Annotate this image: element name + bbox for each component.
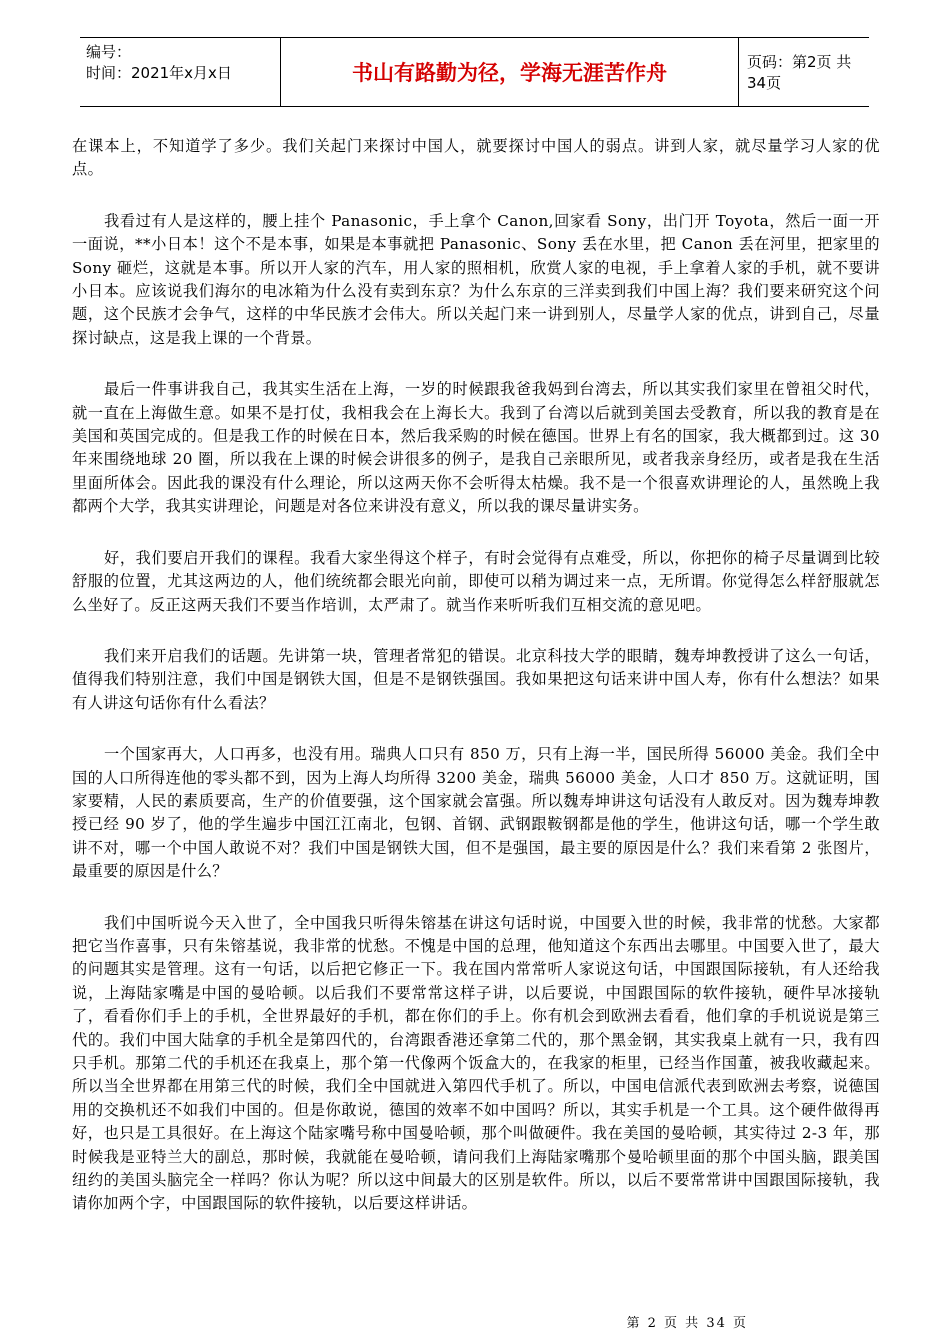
document-body	[72, 135, 880, 1244]
header-motto-cell	[280, 38, 739, 106]
date-label: 时间：2021年x月x日	[86, 64, 232, 82]
page-footer: 第 2 页 共 34 页	[626, 1316, 748, 1331]
header-page-info-cell	[737, 38, 869, 106]
page-header	[80, 37, 869, 107]
number-label: 编号：	[86, 43, 132, 61]
paragraph: 我看过有人是这样的，腰上挂个 Panasonic，手上拿个 Canon,回家看 Sony，出门开 Toyota，然后一面一开一面说，**小日本！这个不是本事，如果是本事就把 Panasonic、Sony 丢在水里，把 Canon 丢在河里，把家里的 Sony 砸烂，这就是本事。所以开人家的汽车，用人家的照相机，欣赏人家的电视，手上拿着人家的手机，就不要讲小日本。应该说我们海尔的电冰箱为什么没有卖到东京？为什么东京的三洋卖到我们中国上海？我们要来研究这个问题，这个民族才会争气，这样的中华民族才会伟大。所以关起门来一讲到别人，尽量学人家的优点，讲到自己，尽量探讨缺点，这是我上课的一个背景。	[72, 211, 880, 347]
paragraph: 我们来开启我们的话题。先讲第一块，管理者常犯的错误。北京科技大学的眼睛，魏寿坤教授讲了这么一句话，值得我们特别注意，我们中国是钢铁大国，但是不是钢铁强国。我如果把这句话来讲中国人寿，你有什么想法？如果有人讲这句话你有什么看法？	[72, 646, 880, 712]
paragraph: 最后一件事讲我自己，我其实生活在上海，一岁的时候跟我爸我妈到台湾去，所以其实我们家里在曾祖父时代，就一直在上海做生意。如果不是打仗，我相我会在上海长大。我到了台湾以后就到美国去受教育，所以我的教育是在美国和英国完成的。但是我工作的时候在日本，然后我采购的时候在德国。世界上有名的国家，我大概都到过。这 30 年来围绕地球 20 圈，所以我在上课的时候会讲很多的例子，是我自己亲眼所见，或者我亲身经历，或者是我在生活里面所体会。因此我的课没有什么理论，所以这两天你不会听得太枯燥。我不是一个很喜欢讲理论的人，虽然晚上我都两个大学，我其实讲理论，问题是对各位来讲没有意义，所以我的课尽量讲实务。	[72, 380, 880, 516]
header-motto: 书山有路勤为径，学海无涯苦作舟	[352, 61, 667, 85]
paragraph: 在课本上，不知道学了多少。我们关起门来探讨中国人，就要探讨中国人的弱点。讲到人家，就尽量学习人家的优点。	[72, 137, 880, 179]
paragraph: 我们中国听说今天入世了，全中国我只听得朱镕基在讲这句话时说，中国要入世的时候，我非常的忧愁。大家都把它当作喜事，只有朱镕基说，我非常的忧愁。不愧是中国的总理，他知道这个东西出去哪里。中国要入世了，最大的问题其实是管理。这有一句话，以后把它修正一下。我在国内常常听人家说这句话，中国跟国际接轨，有人还给我说，上海陆家嘴是中国的曼哈顿。以后我们不要常常这样子讲，以后要说，中国跟国际的软件接轨，硬件早冰接轨了，看看你们手上的手机，全世界最好的手机，都在你们的手上。你有机会到欧洲去看看，他们拿的手机说说是第三代的。我们中国大陆拿的手机全是第四代的，台湾跟香港还拿第二代的，那个黑金钢，其实我桌上就有一只，我有四只手机。那第二代的手机还在我桌上，那个第一代像两个饭盒大的，在我家的柜里，已经当作国董，被我收藏起来。所以当全世界都在用第三代的时候，我们全中国就进入第四代手机了。所以，中国电信派代表到欧洲去考察，说德国用的交换机还不如我们中国的。但是你敢说，德国的效率不如中国吗？所以，其实手机是一个工具。这个硬件做得再好，也只是工具很好。在上海这个陆家嘴号称中国曼哈顿，那个叫做硬件。我在美国的曼哈顿，其实待过 2-3 年，那时候我是亚特兰大的副总，那时候，我就能在曼哈顿，请问我们上海陆家嘴那个曼哈顿里面的那个中国头脑，跟美国纽约的美国头脑完全一样吗？你认为呢？所以这中间最大的区别是软件。所以，以后不要常常讲中国跟国际接轨，我请你加两个字，中国跟国际的软件接轨，以后要这样讲话。	[72, 913, 880, 1213]
paragraph: 好，我们要启开我们的课程。我看大家坐得这个样子，有时会觉得有点难受，所以，你把你的椅子尽量调到比较舒服的位置，尤其这两边的人，他们统统都会眼光向前，即使可以稍为调过来一点，无所谓。你觉得怎么样舒服就怎么坐好了。反正这两天我们不要当作培训，太严肃了。就当作来听听我们互相交流的意见吧。	[72, 548, 880, 614]
paragraph: 一个国家再大，人口再多，也没有用。瑞典人口只有 850 万，只有上海一半，国民所得 56000 美金。我们全中国的人口所得连他的零头都不到，因为上海人均所得 3200 美金，瑞典 56000 美金，人口才 850 万。这就证明，国家要精，人民的素质要高，生产的价值要强，这个国家就会富强。所以魏寿坤讲这句话没有人敢反对。因为魏寿坤教授已经 90 岁了，他的学生遍步中国江江南北，包钢、首钢、武钢跟鞍钢都是他的学生，他讲这句话，哪一个学生敢讲不对，哪一个中国人敢说不对？我们中国是钢铁大国，但不是强国，最主要的原因是什么？我们来看第 2 张图片，最重要的原因是什么？	[72, 745, 880, 881]
header-meta	[80, 38, 280, 106]
header-page-info: 页码：第2页 共34页	[747, 53, 852, 92]
